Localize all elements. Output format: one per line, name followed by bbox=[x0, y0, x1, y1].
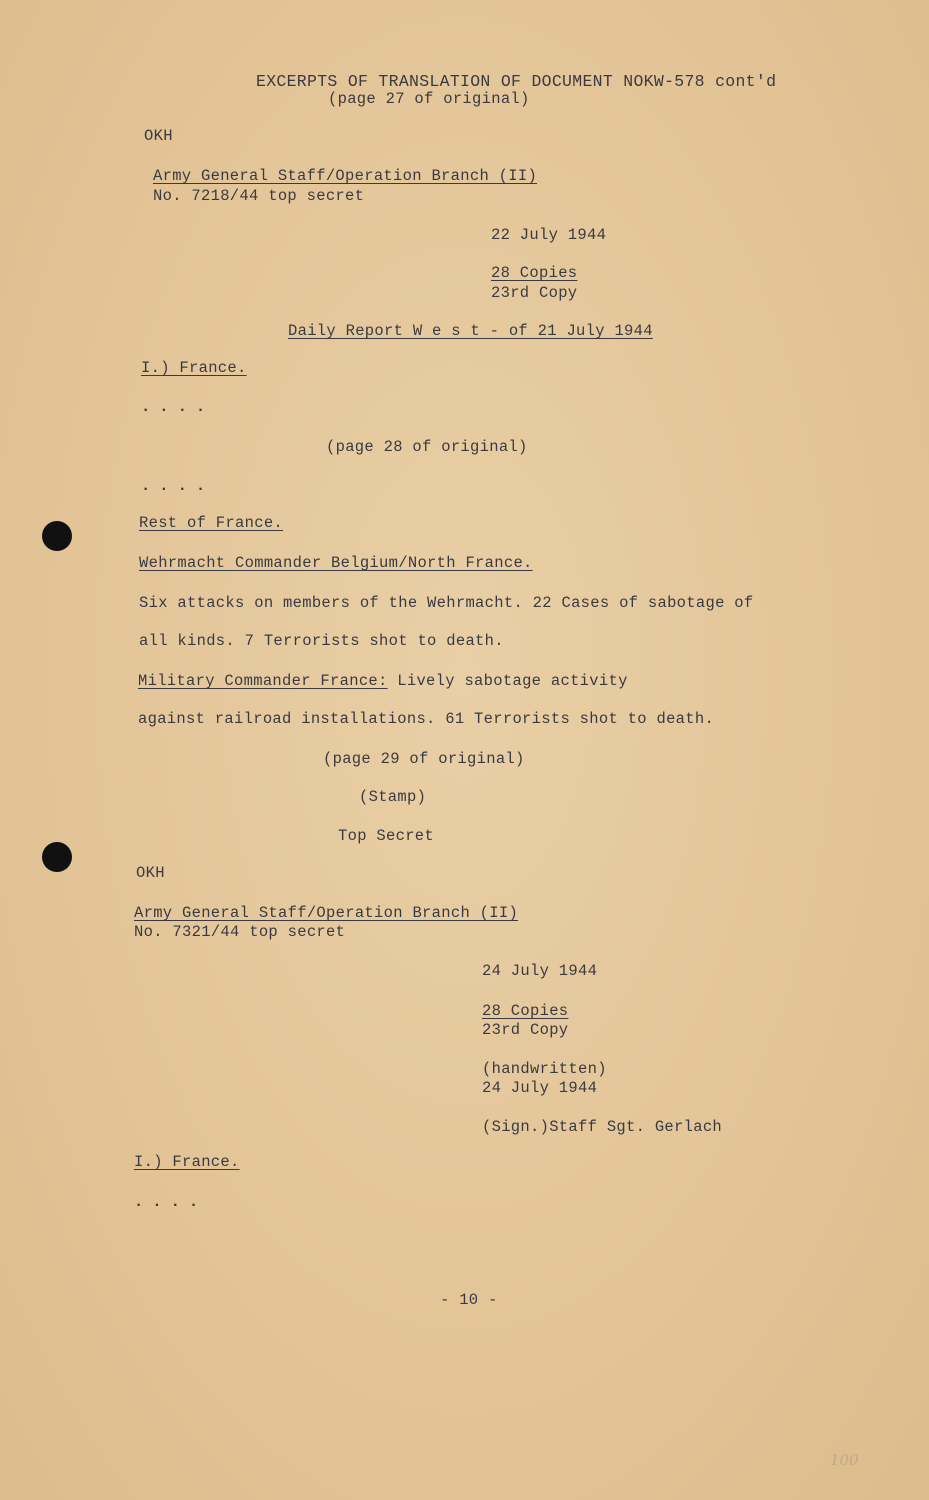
punch-hole-lower bbox=[42, 842, 72, 872]
report-title: Daily Report W e s t - of 21 July 1944 bbox=[288, 322, 653, 340]
page-number: - 10 - bbox=[440, 1291, 498, 1309]
document-date: 22 July 1944 bbox=[491, 226, 607, 244]
handwritten-date: 24 July 1944 bbox=[482, 1079, 598, 1097]
subsection-heading: Wehrmacht Commander Belgium/North France. bbox=[139, 554, 533, 572]
okh-label: OKH bbox=[136, 864, 165, 882]
branch-heading: Army General Staff/Operation Branch (II) bbox=[134, 904, 519, 922]
section-heading: I.) France. bbox=[134, 1153, 240, 1171]
ellipsis: .... bbox=[141, 477, 215, 495]
signature-line: (Sign.)Staff Sgt. Gerlach bbox=[482, 1118, 723, 1136]
subsection-heading: Rest of France. bbox=[139, 514, 284, 532]
document-title: EXCERPTS OF TRANSLATION OF DOCUMENT NOKW-578 cont'd bbox=[256, 72, 777, 91]
body-text-line: Six attacks on members of the Wehrmacht. 22 Cases of sabotage of bbox=[139, 594, 754, 612]
copies-count: 28 Copies bbox=[491, 264, 578, 282]
document-number: No. 7321/44 top secret bbox=[134, 923, 346, 941]
okh-label: OKH bbox=[144, 127, 173, 145]
pencil-page-mark: 100 bbox=[830, 1451, 859, 1469]
copy-number: 23rd Copy bbox=[491, 284, 578, 302]
ellipsis: .... bbox=[134, 1193, 208, 1211]
military-commander-label: Military Commander France: bbox=[138, 672, 388, 690]
document-subtitle: (page 27 of original) bbox=[328, 90, 530, 108]
body-text-line bbox=[138, 672, 628, 691]
document-number: No. 7218/44 top secret bbox=[153, 187, 365, 205]
body-text-line: all kinds. 7 Terrorists shot to death. bbox=[139, 632, 504, 650]
handwritten-note: (handwritten) bbox=[482, 1060, 607, 1078]
punch-hole-upper bbox=[42, 521, 72, 551]
copies-count: 28 Copies bbox=[482, 1002, 569, 1020]
document-date: 24 July 1944 bbox=[482, 962, 598, 980]
classification: Top Secret bbox=[338, 827, 435, 845]
page-reference: (page 28 of original) bbox=[326, 438, 528, 456]
stamp-note: (Stamp) bbox=[359, 788, 427, 806]
branch-heading: Army General Staff/Operation Branch (II) bbox=[153, 167, 538, 185]
copy-number: 23rd Copy bbox=[482, 1021, 569, 1039]
page-reference: (page 29 of original) bbox=[323, 750, 525, 768]
section-heading: I.) France. bbox=[141, 359, 247, 377]
military-commander-text: Lively sabotage activity bbox=[397, 672, 628, 690]
ellipsis: .... bbox=[141, 398, 215, 416]
body-text-line: against railroad installations. 61 Terrorists shot to death. bbox=[138, 710, 715, 728]
